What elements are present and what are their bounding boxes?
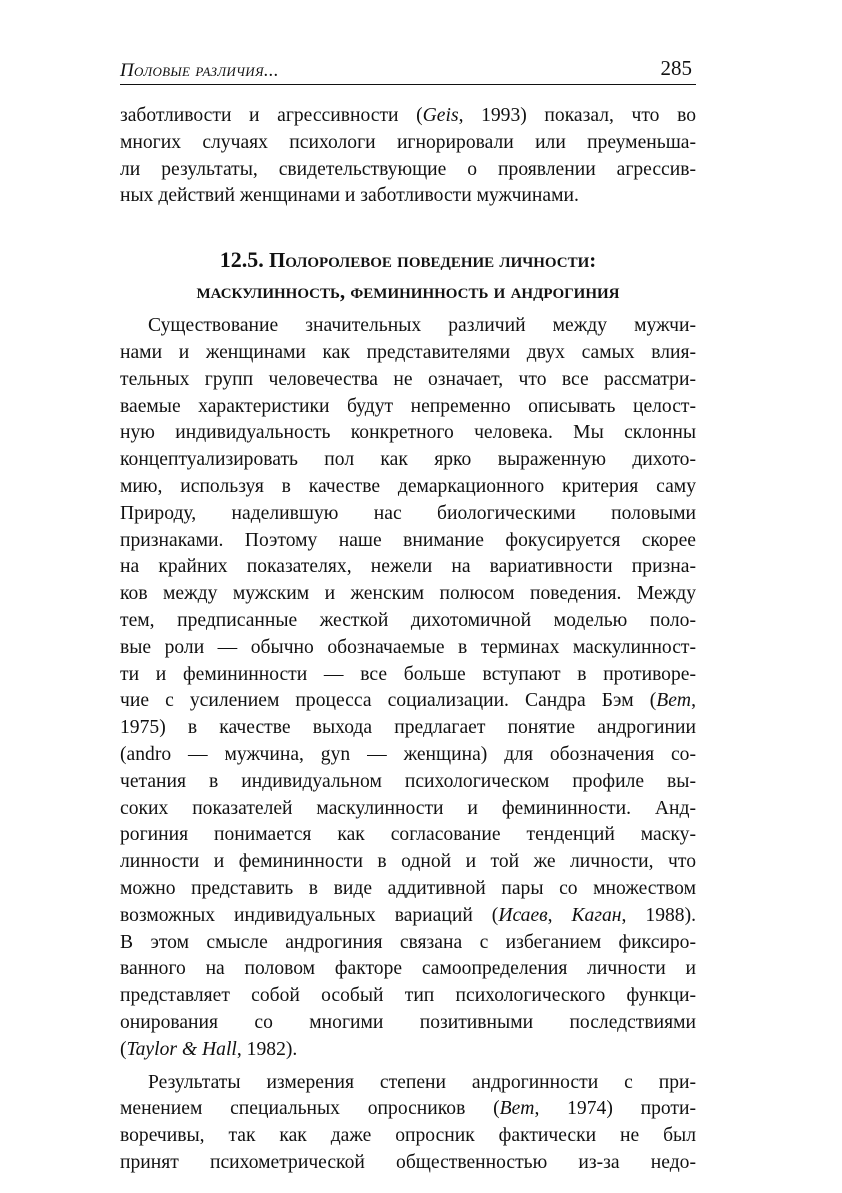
- text-line: воречивы, так как даже опросник фактически не был: [120, 1125, 696, 1147]
- running-title: Половые различия...: [120, 60, 279, 81]
- book-page: [120, 50, 696, 1177]
- text-line: на крайних показателях, нежели на вариативности призна-: [120, 556, 696, 578]
- text-line: Существование значительных различий между мужчи-: [148, 315, 696, 337]
- text-line: Результаты измерения степени андрогинности с при-: [148, 1071, 696, 1093]
- section-heading-line-1: [120, 244, 696, 276]
- text-line: принят психометрической общественностью из-за недо-: [120, 1151, 696, 1173]
- text-line: ных действий женщинами и заботливости мужчинами.: [120, 185, 579, 207]
- section-heading: [120, 244, 696, 307]
- text-line: рогиния понимается как согласование тенденций маску-: [120, 824, 696, 846]
- text-line: онирования со многими позитивными последствиями: [120, 1011, 696, 1033]
- text-line: (Taylor & Hall, 1982).: [120, 1038, 298, 1060]
- text-line: ли результаты, свидетельствующие о проявлении агрессив-: [120, 158, 696, 180]
- text-line: мию, используя в качестве демаркационного критерия саму: [120, 475, 696, 497]
- text-line: можно представить в виде аддитивной пары со множеством: [120, 877, 696, 899]
- paragraph-1: [120, 313, 696, 1063]
- text-line: тем, предписанные жесткой дихотомичной моделью поло-: [120, 609, 696, 631]
- text-line: 1975) в качестве выхода предлагает понятие андрогинии: [120, 717, 696, 739]
- text-line: вые роли — обычно обозначаемые в терминах маскулинност-: [120, 636, 696, 658]
- text-line: (andro — мужчина, gyn — женщина) для обозначения со-: [120, 743, 696, 765]
- section-title-part-2: маскулинность, фемининность и андрогиния: [196, 279, 620, 304]
- page-number: 285: [660, 56, 692, 80]
- text-line: признаками. Поэтому наше внимание фокусируется скорее: [120, 529, 696, 551]
- text-line: ваемые характеристики будут непременно описывать целост-: [120, 395, 696, 417]
- text-line: заботливости и агрессивности (Geis, 1993) показал, что во: [120, 105, 697, 126]
- section-title-part-1: Полоролевое поведение личности:: [268, 248, 597, 273]
- text-line: концептуализировать пол как ярко выраженную дихото-: [120, 449, 696, 471]
- text-line: менением специальных опросников (Bem, 1974) проти-: [120, 1098, 696, 1120]
- text-line: возможных индивидуальных вариаций (Исаев, Каган, 1988).: [120, 904, 697, 926]
- text-line: тельных групп человечества не означает, что все рассматри-: [120, 368, 696, 390]
- text-line: соких показателей маскулинности и фемининности. Анд-: [120, 797, 696, 819]
- section-number: 12.5.: [219, 247, 264, 273]
- text-line: четания в индивидуальном психологическом профиле вы-: [120, 770, 696, 792]
- text-line: ков между мужским и женским полюсом поведения. Между: [120, 583, 696, 605]
- text-line: ти и фемининности — все больше вступают в противоре-: [120, 663, 696, 685]
- text-line: многих случаях психологи игнорировали или преуменьша-: [120, 131, 696, 153]
- text-line: чие с усилением процесса социализации. Сандра Бэм (Bem,: [120, 690, 696, 712]
- intro-paragraph: [120, 103, 696, 210]
- text-line: нами и женщинами как представителями двух самых влия-: [120, 341, 696, 363]
- text-line: Природу, наделившую нас биологическими половыми: [120, 502, 696, 524]
- text-line: ную индивидуальность конкретного человека. Мы склонны: [120, 422, 696, 444]
- text-line: В этом смысле андрогиния связана с избеганием фиксиро-: [120, 931, 696, 953]
- text-line: ванного на половом факторе самоопределения личности и: [120, 958, 696, 980]
- text-line: линности и фемининности в одной и той же личности, что: [120, 851, 696, 873]
- paragraph-2: [120, 1070, 696, 1177]
- running-head: [120, 50, 696, 85]
- text-line: представляет собой особый тип психологического функци-: [120, 985, 696, 1007]
